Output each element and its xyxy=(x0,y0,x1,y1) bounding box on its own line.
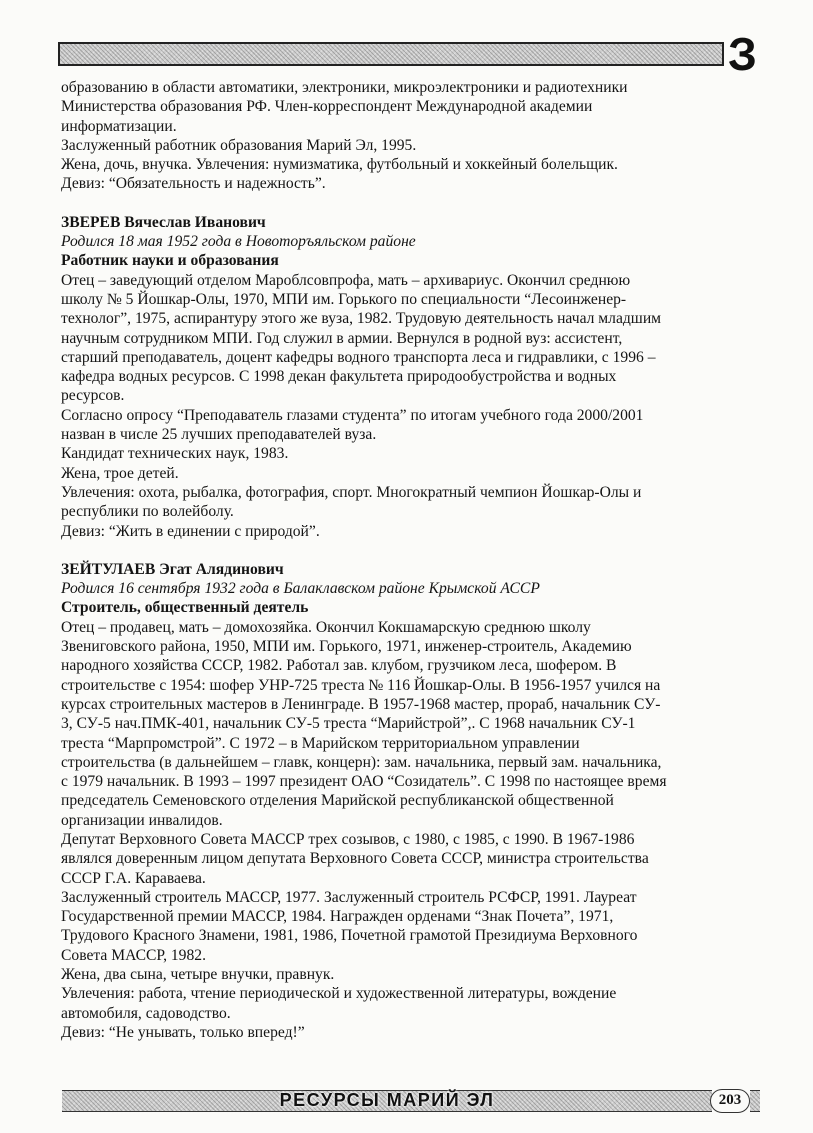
text-line: Трудового Красного Знамени, 1981, 1986, Почетной грамотой Президиума Верховного xyxy=(61,927,638,945)
text-line: Отец – заведующий отделом Мароблсовпрофа, мать – архивариус. Окончил среднюю xyxy=(61,271,631,289)
text-line: являлся доверенным лицом депутата Верховного Совета СССР, министра строительства xyxy=(61,850,649,868)
text-line: назван в числе 25 лучших преподавателей вуза. xyxy=(61,426,377,444)
entry-birth: Родился 16 сентября 1932 года в Балаклавском районе Крымской АССР xyxy=(61,580,540,598)
text-line: кафедра водных ресурсов. С 1998 декан факультета природообустройства и водных xyxy=(61,368,617,386)
text-line: Девиз: “Обязательность и надежность”. xyxy=(61,175,326,193)
footer-band xyxy=(62,1090,712,1112)
page-number: 203 xyxy=(710,1089,750,1113)
text-line: ресурсов. xyxy=(61,387,125,405)
text-line: Заслуженный работник образования Марий Эл, 1995. xyxy=(61,136,417,154)
text-line: Увлечения: охота, рыбалка, фотография, спорт. Многократный чемпион Йошкар-Олы и xyxy=(61,483,642,501)
entry-name: ЗВЕРЕВ Вячеслав Иванович xyxy=(61,213,266,231)
header-band xyxy=(58,42,724,66)
text-line: Жена, дочь, внучка. Увлечения: нумизматика, футбольный и хоккейный болельщик. xyxy=(61,156,618,174)
text-line: технолог”, 1975, аспирантуру этого же вуза, 1982. Трудовую деятельность начал младшим xyxy=(61,310,662,328)
text-line: Увлечения: работа, чтение периодической и художественной литературы, вождение xyxy=(61,985,617,1003)
text-line: 3, СУ-5 нач.ПМК-401, начальник СУ-5 треста “Марийстрой”,. С 1968 начальник СУ-1 xyxy=(61,715,636,733)
text-line: старший преподаватель, доцент кафедры водного транспорта леса и гидравлики, с 1996 – xyxy=(61,348,656,366)
entry-birth: Родился 18 мая 1952 года в Новоторъяльском районе xyxy=(61,233,416,251)
text-line: Депутат Верховного Совета МАССР трех созывов, с 1980, с 1985, с 1990. В 1967-1986 xyxy=(61,830,635,848)
text-line: Девиз: “Не унывать, только вперед!” xyxy=(61,1023,305,1041)
biography-entry-zeytulaev xyxy=(61,560,763,1042)
text-line: организации инвалидов. xyxy=(61,811,223,829)
page-content xyxy=(61,78,763,1042)
entry-role: Работник науки и образования xyxy=(61,252,279,270)
text-line: треста “Марпромстрой”. С 1972 – в Марийском территориальном управлении xyxy=(61,734,580,752)
text-line: Министерства образования РФ. Член-корреспондент Международной академии xyxy=(61,98,593,116)
text-line: курсах строительных мастеров в Ленинграде. В 1957-1968 мастер, прораб, начальник СУ- xyxy=(61,695,661,713)
text-line: Заслуженный строитель МАССР, 1977. Заслуженный строитель РСФСР, 1991. Лауреат xyxy=(61,888,637,906)
text-line: Кандидат технических наук, 1983. xyxy=(61,445,289,463)
text-line: республики по волейболу. xyxy=(61,503,234,521)
footer-title: РЕСУРСЫ МАРИЙ ЭЛ xyxy=(279,1090,495,1110)
section-letter: З xyxy=(728,28,757,80)
text-line: научным сотрудником МПИ. Год служил в армии. Вернулся в родной вуз: ассистент, xyxy=(61,329,623,347)
text-line: Совета МАССР, 1982. xyxy=(61,946,206,964)
entry-name: ЗЕЙТУЛАЕВ Эгат Алядинович xyxy=(61,560,284,578)
text-line: автомобиля, садоводство. xyxy=(61,1004,231,1022)
text-line: Отец – продавец, мать – домохозяйка. Окончил Кокшамарскую среднюю школу xyxy=(61,618,591,636)
text-line: Жена, два сына, четыре внучки, правнук. xyxy=(61,966,335,984)
text-line: строительства (в дальнейшем – главк, концерн): зам. начальника, первый зам. начальника, xyxy=(61,753,662,771)
entry-role: Строитель, общественный деятель xyxy=(61,599,309,617)
text-line: Звениговского района, 1950, МПИ им. Горького, 1971, инженер-строитель, Академию xyxy=(61,638,632,656)
text-line: Согласно опросу “Преподаватель глазами студента” по итогам учебного года 2000/2001 xyxy=(61,406,644,424)
intro-continuation xyxy=(61,78,763,194)
text-line: СССР Г.А. Караваева. xyxy=(61,869,206,887)
text-line: информатизации. xyxy=(61,117,177,135)
text-line: Жена, трое детей. xyxy=(61,464,179,482)
text-line: председатель Семеновского отделения Марийской республиканской общественной xyxy=(61,792,614,810)
text-line: строительстве с 1954: шофер УНР-725 треста № 116 Йошкар-Олы. В 1956-1957 учился на xyxy=(61,676,661,694)
footer-band-tail xyxy=(750,1090,760,1112)
text-line: с 1979 начальник. В 1993 – 1997 президент ОАО “Созидатель”. С 1998 по настоящее время xyxy=(61,773,667,791)
text-line: образованию в области автоматики, электроники, микроэлектроники и радиотехники xyxy=(61,79,628,96)
text-line: школу № 5 Йошкар-Олы, 1970, МПИ им. Горького по специальности “Лесоинженер- xyxy=(61,290,627,308)
text-line: народного хозяйства СССР, 1982. Работал зав. клубом, грузчиком леса, шофером. В xyxy=(61,657,617,675)
text-line: Девиз: “Жить в единении с природой”. xyxy=(61,522,320,540)
biography-entry-zverev xyxy=(61,213,763,541)
text-line: Государственной премии МАССР, 1984. Награжден орденами “Знак Почета”, 1971, xyxy=(61,908,614,926)
